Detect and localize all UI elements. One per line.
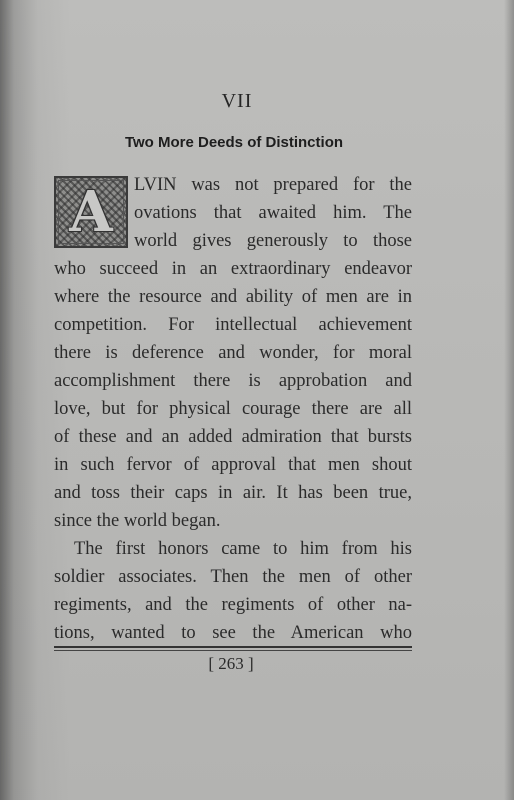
body-line: LVIN was not prepared for the: [134, 175, 412, 195]
body-line: ovations that awaited him. The: [134, 203, 412, 223]
page-number: [ 263 ]: [208, 654, 254, 673]
body-line: and toss their caps in air. It has been true,: [54, 483, 412, 503]
body-line: accomplishment there is approbation and: [54, 371, 412, 391]
page-edge-shadow: [504, 0, 514, 800]
body-line: there is deference and wonder, for moral: [54, 343, 412, 363]
body-line: in such fervor of approval that men shout: [54, 455, 412, 475]
body-line: where the resource and ability of men are in: [54, 287, 412, 307]
footer-rule-thin: [54, 650, 412, 651]
drop-cap-letter: A: [69, 179, 113, 245]
body-line: competition. For intellectual achievement: [54, 315, 412, 335]
ornamental-drop-cap: [54, 176, 128, 248]
body-line: tions, wanted to see the American who: [54, 623, 412, 643]
body-line: love, but for physical courage there are all: [54, 399, 412, 419]
chapter-title: Two More Deeds of Distinction: [124, 134, 344, 151]
chapter-number: VII: [221, 90, 253, 112]
body-line: who succeed in an extraordinary endeavor: [54, 259, 412, 279]
body-line: soldier associates. Then the men of other: [54, 567, 412, 587]
footer-rule: [54, 646, 412, 648]
body-line: world gives generously to those: [134, 231, 412, 251]
body-line: The first honors came to him from his: [74, 539, 412, 559]
body-line: of these and an added admiration that bursts: [54, 427, 412, 447]
body-line: regiments, and the regiments of other na-: [54, 595, 412, 615]
body-line: since the world began.: [54, 511, 221, 531]
